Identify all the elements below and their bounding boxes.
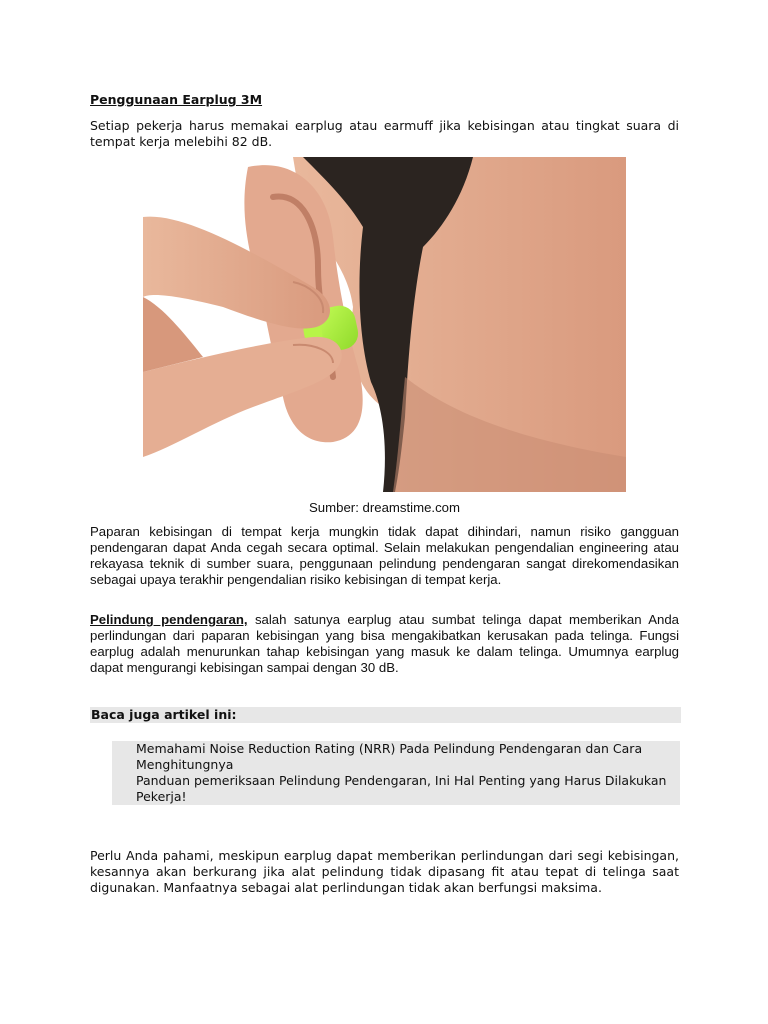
read-also-heading: Baca juga artikel ini: (90, 707, 681, 723)
related-articles-list (112, 741, 680, 805)
earplug-photo (143, 157, 626, 492)
closing-paragraph: Perlu Anda pahami, meskipun earplug dapat memberikan perlindungan dari segi kebisingan, kesannya akan berkurang jika alat pelindung tidak dipasang fit atau tepat di telinga saat digunakan. Manfaatnya sebagai alat perlindungan tidak akan berfungsi maksima. (90, 848, 679, 895)
related-article-link[interactable]: Memahami Noise Reduction Rating (NRR) Pada Pelindung Pendengaran dan Cara Menghitungnya (136, 741, 643, 772)
related-article-link[interactable]: Panduan pemeriksaan Pelindung Pendengaran, Ini Hal Penting yang Harus Dilakukan Pekerja! (136, 773, 667, 804)
figure-caption: Sumber: dreamstime.com (309, 500, 460, 515)
related-article-inspection[interactable] (136, 773, 680, 805)
document-title: Penggunaan Earplug 3M (90, 92, 263, 107)
hearing-protection-term: Pelindung pendengaran, (90, 612, 248, 627)
intro-paragraph: Setiap pekerja harus memakai earplug atau earmuff jika kebisingan atau tingkat suara di tempat kerja melebihi 82 dB. (90, 118, 679, 149)
related-article-nrr[interactable] (136, 741, 680, 773)
body-paragraph-exposure: Paparan kebisingan di tempat kerja mungkin tidak dapat dihindari, namun risiko gangguan pendengaran dapat Anda cegah secara optimal. Selain melakukan pengendalian engineering atau rekayasa teknik di sumber suara, penggunaan pelindung pendengaran sangat direkomendasikan sebagai upaya terakhir pengendalian risiko kebisingan di tempat kerja. (90, 524, 679, 587)
related-articles-box (112, 741, 680, 805)
body-paragraph-protection-text: salah satunya earplug atau sumbat telinga dapat memberikan Anda perlindungan dari paparan kebisingan yang bisa mengakibatkan kerusakan pada telinga. Fungsi earplug adalah menurunkan tahap kebisingan yang masuk ke dalam telinga. Umumnya earplug dapat mengurangi kebisingan sampai dengan 30 dB. (90, 612, 679, 675)
body-paragraph-protection (90, 612, 679, 676)
